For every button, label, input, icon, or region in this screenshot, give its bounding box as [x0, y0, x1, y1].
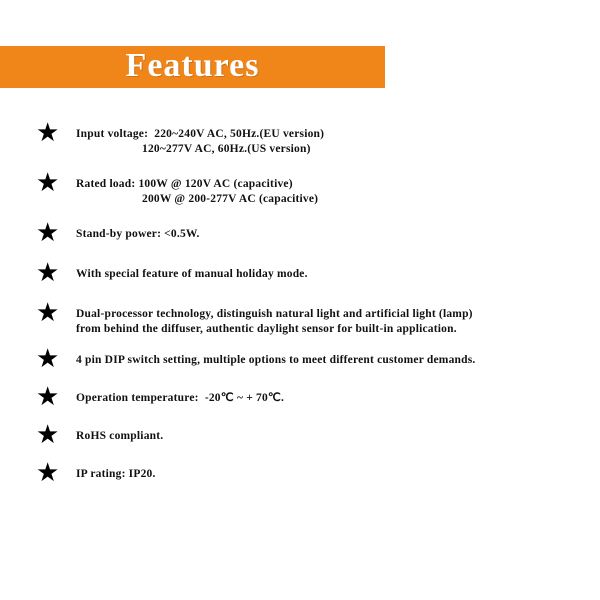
list-item	[0, 300, 600, 336]
bullet-cell	[36, 458, 76, 487]
feature-text	[76, 422, 600, 444]
features-list	[0, 118, 600, 487]
star-icon: ★	[36, 168, 60, 197]
list-item	[0, 382, 600, 411]
feature-line-1: Dual-processor technology, distinguish natural light and artificial light (lamp)	[76, 308, 473, 320]
feature-line-1: 4 pin DIP switch setting, multiple options to meet different customer demands.	[76, 354, 476, 366]
feature-line-1: IP rating: IP20.	[76, 468, 156, 480]
star-icon: ★	[36, 258, 60, 287]
star-icon: ★	[36, 382, 60, 411]
bullet-cell	[36, 344, 76, 373]
list-item	[0, 120, 600, 156]
bullet-cell	[36, 168, 76, 197]
feature-line-2: 200W @ 200-277V AC (capacitive)	[142, 193, 319, 205]
star-icon: ★	[36, 344, 60, 373]
feature-text	[76, 384, 600, 406]
list-item	[0, 344, 600, 373]
feature-line-1: Rated load: 100W @ 120V AC (capacitive)	[76, 178, 293, 190]
page-title: Features	[125, 47, 260, 84]
list-item	[0, 170, 600, 206]
feature-text	[76, 220, 600, 242]
bullet-cell	[36, 118, 76, 147]
bullet-cell	[36, 258, 76, 287]
bullet-cell	[36, 420, 76, 449]
feature-line-2: from behind the diffuser, authentic daylight sensor for built-in application.	[76, 323, 457, 335]
list-item	[0, 218, 600, 247]
star-icon: ★	[36, 458, 60, 487]
feature-text	[76, 260, 600, 282]
bullet-cell	[36, 298, 76, 327]
star-icon: ★	[36, 420, 60, 449]
feature-text	[76, 346, 600, 368]
feature-line-2: 120~277V AC, 60Hz.(US version)	[142, 143, 311, 155]
feature-line-1: With special feature of manual holiday mode.	[76, 268, 308, 280]
feature-line-1: Stand-by power: <0.5W.	[76, 228, 200, 240]
bullet-cell	[36, 382, 76, 411]
star-icon: ★	[36, 298, 60, 327]
feature-line-1: Input voltage: 220~240V AC, 50Hz.(EU version)	[76, 128, 325, 140]
feature-line-1: RoHS compliant.	[76, 430, 164, 442]
list-item	[0, 458, 600, 487]
feature-line-1: Operation temperature: -20℃ ~ + 70℃.	[76, 392, 285, 404]
list-item	[0, 420, 600, 449]
star-icon: ★	[36, 218, 60, 247]
feature-text	[76, 300, 600, 336]
feature-text	[76, 120, 600, 156]
list-item	[0, 258, 600, 287]
star-icon: ★	[36, 118, 60, 147]
feature-text	[76, 170, 600, 206]
feature-text	[76, 460, 600, 482]
bullet-cell	[36, 218, 76, 247]
